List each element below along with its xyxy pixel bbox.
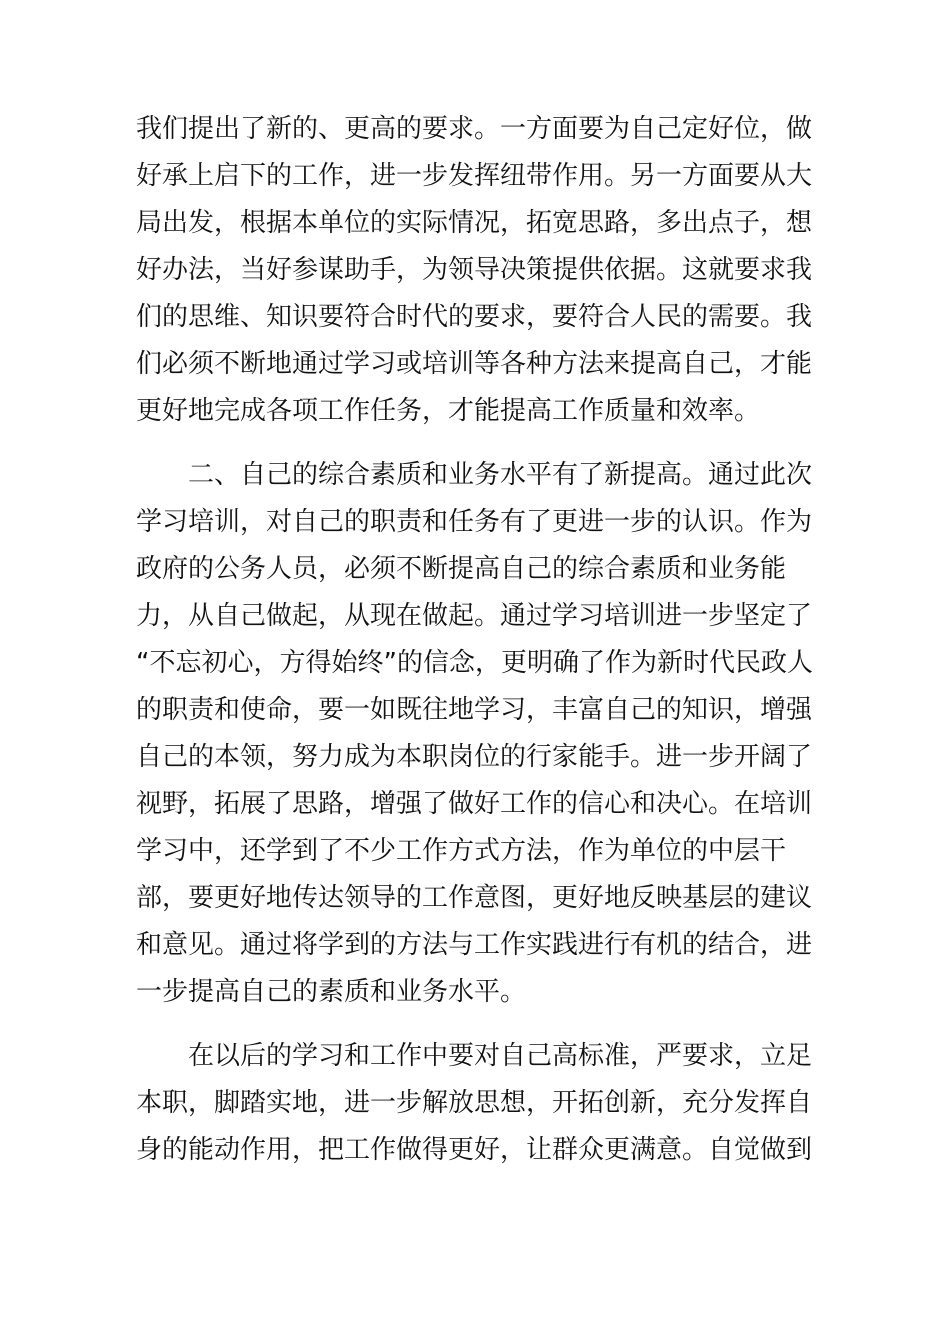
text-line: 好承上启下的工作，进一步发挥纽带作用。另一方面要从大 [136,161,813,191]
paragraph-1 [136,106,836,435]
text-line: 好办法，当好参谋助手，为领导决策提供依据。这就要求我 [136,255,813,285]
text-line: 和意见。通过将学到的方法与工作实践进行有机的结合，进 [136,930,813,960]
text-line: 局出发，根据本单位的实际情况，拓宽思路，多出点子，想 [136,208,813,238]
text-line: 部，要更好地传达领导的工作意图，更好地反映基层的建议 [136,883,813,913]
text-line: 们的思维、知识要符合时代的要求，要符合人民的需要。我 [136,302,813,332]
text-line: 视野，拓展了思路，增强了做好工作的信心和决心。在培训 [136,789,813,819]
text-line: 学习培训，对自己的职责和任务有了更进一步的认识。作为 [136,507,813,537]
text-line: “不忘初心，方得始终”的信念，更明确了作为新时代民政人 [136,648,813,678]
text-line: 二、自己的综合素质和业务水平有了新提高。通过此次 [136,460,813,490]
text-line: 我们提出了新的、更高的要求。一方面要为自己定好位，做 [136,114,813,144]
text-line: 的职责和使命，要一如既往地学习，丰富自己的知识，增强 [136,695,813,725]
text-line: 学习中，还学到了不少工作方式方法，作为单位的中层干 [136,836,787,866]
paragraph-3 [136,1033,836,1174]
text-line: 更好地完成各项工作任务，才能提高工作质量和效率。 [136,396,761,426]
text-line: 一步提高自己的素质和业务水平。 [136,977,527,1007]
text-line: 们必须不断地通过学习或培训等各种方法来提高自己，才能 [136,349,813,379]
text-line: 在以后的学习和工作中要对自己高标准，严要求，立足 [136,1041,813,1071]
text-line: 身的能动作用，把工作做得更好，让群众更满意。自觉做到 [136,1135,813,1165]
paragraph-2 [136,452,836,1016]
text-line: 力，从自己做起，从现在做起。通过学习培训进一步坚定了 [136,601,813,631]
text-line: 自己的本领，努力成为本职岗位的行家能手。进一步开阔了 [136,742,813,772]
text-line: 本职，脚踏实地，进一步解放思想，开拓创新，充分发挥自 [136,1088,813,1118]
text-line: 政府的公务人员，必须不断提高自己的综合素质和业务能 [136,554,787,584]
